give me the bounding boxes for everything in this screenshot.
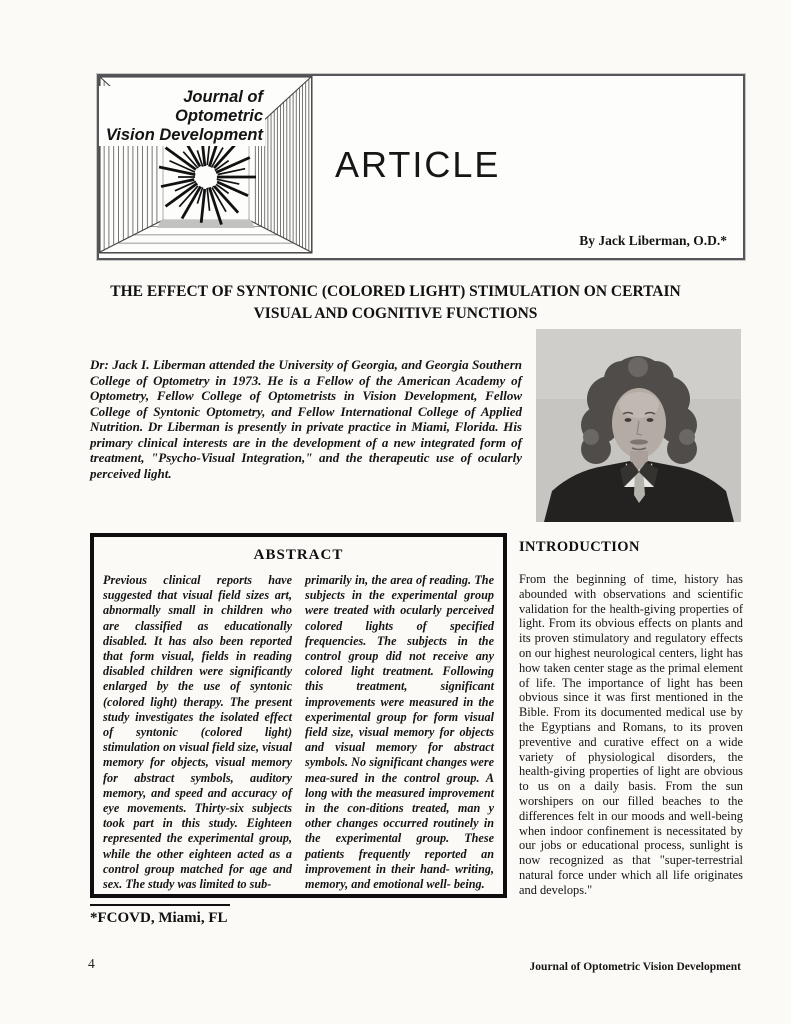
introduction-heading: INTRODUCTION (519, 539, 640, 555)
tunnel-floor (157, 220, 255, 228)
logo-line: Optometric (174, 106, 263, 125)
footnote: *FCOVD, Miami, FL (90, 910, 228, 926)
author-byline: By Jack Liberman, O.D.* (579, 233, 727, 248)
abstract-column-1: Previous clinical reports have suggested that visual field sizes art, abnormally small in children who are classified as educationally disabled. It has also been reported that form visual, fields in reading disabled children were significantly enlarged by the use of syntonic (colored light) therapy. The present study investigates the isolated effect of syntonic (colored light) stimulation on visual field size, visual memory for objects, visual memory for abstract symbols, auditory memory, and speed and accuracy of eye movements. Thirty-six subjects took part in this study. Eighteen represented the experimental group, while the other eighteen acted as a control group matched for age and sex. The study was limited to sub- (103, 573, 292, 892)
article-title-line2: VISUAL AND COGNITIVE FUNCTIONS (253, 305, 538, 322)
journal-logo-title (99, 86, 265, 146)
page-number: 4 (88, 956, 95, 971)
article-title (0, 281, 791, 325)
footnote-rule (90, 904, 230, 906)
introduction-section (519, 539, 743, 898)
abstract-column-2: primarily in, the area of reading. The subjects in the experimental group were treated with ocularly perceived colored lights of specified frequencies. The subjects in the control group did not receive any colored light treatment. Following this treatment, significant improvements were measured in the experimental group for form visual field size, visual memory for objects and visual memory for abstract symbols. No significant changes were mea-sured in the control group. A long with the measured improvement in the con-ditions treated, man y other changes occurred routinely in the experimental group. These patients frequently reported an improvement in their hand- writing, memory, and emotional well- being. (305, 573, 494, 892)
article-label: ARTICLE (335, 144, 501, 185)
logo-line: Vision Development (105, 125, 263, 144)
article-title-line1: THE EFFECT OF SYNTONIC (COLORED LIGHT) STIMULATION ON CERTAIN (110, 283, 681, 300)
abstract-heading: ABSTRACT (253, 547, 344, 563)
abstract-section (90, 533, 507, 898)
author-portrait-photo (536, 329, 741, 522)
header-banner (97, 74, 745, 260)
introduction-body: From the beginning of time, history has abounded with observations and scientific validation for the health-giving properties of light. From its obvious effects on plants and its proven stimulatory and regulatory effects on our highest neurological centers, light has how taken center stage as the primal element of life. The importance of light has been obvious since it was first mentioned in the Bible. From its documented medical use by the Egyptians and Romans, to its proven preventive and curative effect on a wide variety of physiological disorders, the health-giving properties of light are obvious to us on a daily basis. From the sun worshipers on our filled beaches to the differences felt in our moods and well-being when indoor confinement is necessitated by our jobs or educational process, sunlight is now recognized as that "super-terrestrial natural force under which all life originates and develops." (519, 572, 743, 897)
author-bio: Dr: Jack I. Liberman attended the University of Georgia, and Georgia Southern College of Optometry in 1973. He is a Fellow of the American Academy of Optometry, Fellow College of Optometrists in Vision Development, Fellow College of Syntonic Optometry, and Fellow International College of Applied Nutrition. Dr Liberman is presently in private practice in Miami, Florida. His primary clinical interests are in the development of a new integrated form of treatment, "Psycho-Visual Integration," and the therapeutic use of ocularly perceived light. (90, 357, 522, 481)
journal-footer: Journal of Optometric Vision Development (529, 961, 741, 973)
logo-line: Journal of (183, 88, 263, 106)
